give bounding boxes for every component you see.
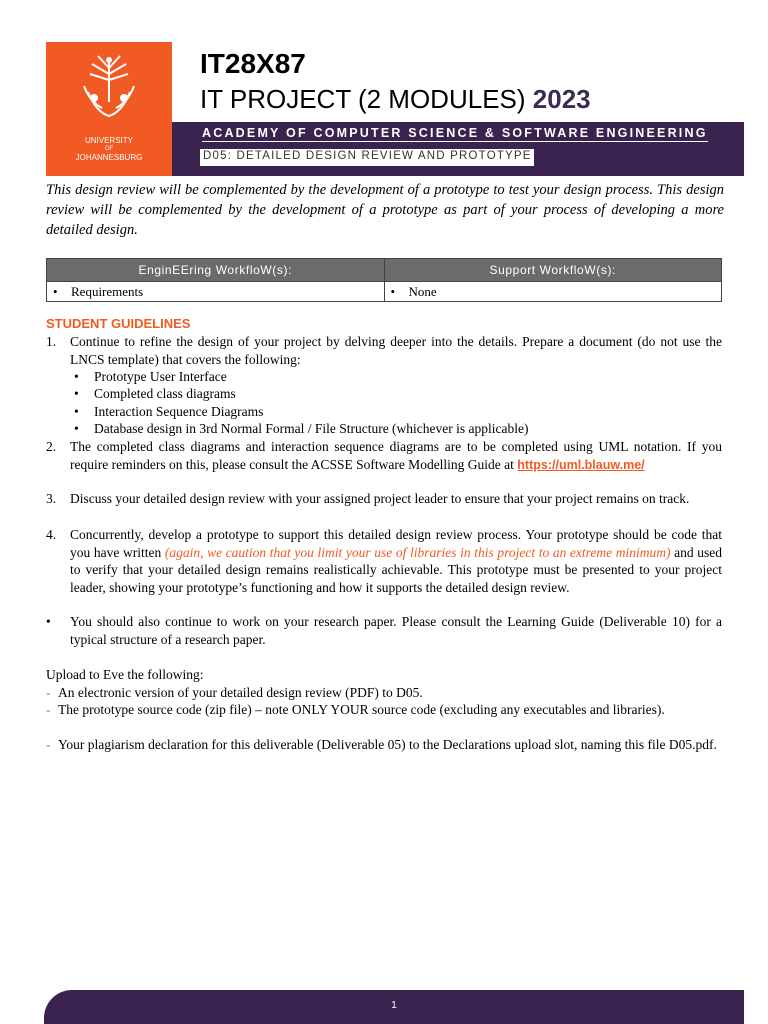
subitem-text: Completed class diagrams <box>94 386 236 401</box>
subitem-text: Database design in 3rd Normal Formal / File Structure (whichever is applicable) <box>94 421 529 436</box>
subitem-text: Prototype User Interface <box>94 369 227 384</box>
course-title <box>200 84 591 115</box>
workflow-table-row <box>47 282 722 302</box>
item-text: Continue to refine the design of your project by delving deeper into the details. Prepare a document (do not use the LNCS template) that covers the following: <box>70 334 722 367</box>
uml-guide-link[interactable]: https://uml.blauw.me/ <box>517 457 645 472</box>
guideline-item-5 <box>46 613 722 649</box>
upload-item-text: An electronic version of your detailed design review (PDF) to D05. <box>58 685 423 700</box>
bullet-icon: • <box>74 404 79 419</box>
library-caution: (again, we caution that you limit your use of libraries in this project to an extreme minimum) <box>164 544 671 560</box>
item-2-text: The completed class diagrams and interaction sequence diagrams are to be completed using UML notation. If you require reminders on this, please consult the ACSSE Software Modelling Guide at <box>70 439 722 472</box>
upload-item <box>46 684 722 702</box>
deliverable-title: D05: DETAILED DESIGN REVIEW AND PROTOTYPE <box>203 150 532 162</box>
support-workflow-cell <box>384 282 722 302</box>
upload-item-text: The prototype source code (zip file) – note ONLY YOUR source code (excluding any executables and libraries). <box>58 702 665 717</box>
item-4-text-a: Concurrently, develop a prototype to support this detailed design review process. Your prototype should be code that you have written <box>70 527 722 560</box>
academy-name: ACADEMY OF COMPUTER SCIENCE & SOFTWARE ENGINEERING <box>202 126 708 140</box>
logo-line-3: JOHANNESBURG <box>75 153 143 162</box>
workflow-table-header <box>47 259 722 282</box>
item-text <box>70 438 722 474</box>
item-number: 3. <box>46 491 57 506</box>
dash-icon: - <box>46 702 51 717</box>
upload-item-text: Your plagiarism declaration for this deliverable (Deliverable 05) to the Declarations upload slot, naming this file D05.pdf. <box>58 737 717 752</box>
logo-line-2: OF <box>104 146 114 152</box>
page-footer <box>44 990 744 1024</box>
subitem-text: Interaction Sequence Diagrams <box>94 404 264 419</box>
engineering-workflow-header: EnginEEring WorkfloW(s): <box>47 259 385 282</box>
guidelines-heading: STUDENT GUIDELINES <box>46 316 191 331</box>
upload-item <box>46 736 722 772</box>
bullet-icon: • <box>74 386 79 401</box>
bullet-icon: • <box>46 614 51 629</box>
bullet-icon: • <box>74 421 79 436</box>
item-text: You should also continue to work on your research paper. Please consult the Learning Guide (Deliverable 10) for a typical structure of a research paper. <box>70 614 722 647</box>
guideline-item-1 <box>46 333 722 369</box>
bullet-icon: • <box>74 369 79 384</box>
bullet-icon: • <box>53 283 58 299</box>
guideline-item-3 <box>46 490 722 526</box>
dash-icon: - <box>46 685 51 700</box>
intro-paragraph: This design review will be complemented by the development of a prototype to test your design process. This design review will be complemented by the development of a prototype as part of your process of developing a more detailed design. <box>46 182 724 238</box>
page-number: 1 <box>391 1000 397 1011</box>
item-4-text-b: and used to verify that your detailed design remains realistically achievable. This prototype must be presented to your project leader, showing your prototype’s functioning and how it supports the detailed design review. <box>70 544 722 595</box>
upload-intro: Upload to Eve the following: <box>46 667 204 682</box>
support-workflow-header: Support WorkfloW(s): <box>384 259 722 282</box>
engineering-workflow-cell <box>47 282 385 302</box>
course-title-text: IT PROJECT (2 MODULES) <box>200 84 526 114</box>
logo-line-1: UNIVERSITY <box>84 136 133 145</box>
item-number: 1. <box>46 334 57 349</box>
item-text: Discuss your detailed design review with your assigned project leader to ensure that your project remains on track. <box>70 491 690 506</box>
workflow-table <box>46 258 722 302</box>
course-year: 2023 <box>532 84 591 114</box>
item-text <box>70 526 722 596</box>
guideline-item-4 <box>46 526 722 614</box>
dash-icon: - <box>46 737 51 752</box>
deliverable-box <box>200 149 534 166</box>
guideline-item-2 <box>46 438 722 490</box>
support-workflow-item: None <box>408 283 437 299</box>
item-number: 4. <box>46 527 57 542</box>
bullet-icon: • <box>390 283 396 299</box>
engineering-workflow-item: Requirements <box>71 283 144 299</box>
course-code: IT28X87 <box>200 48 306 79</box>
university-logo <box>46 42 172 176</box>
item-number: 2. <box>46 439 57 454</box>
upload-item <box>46 701 722 737</box>
